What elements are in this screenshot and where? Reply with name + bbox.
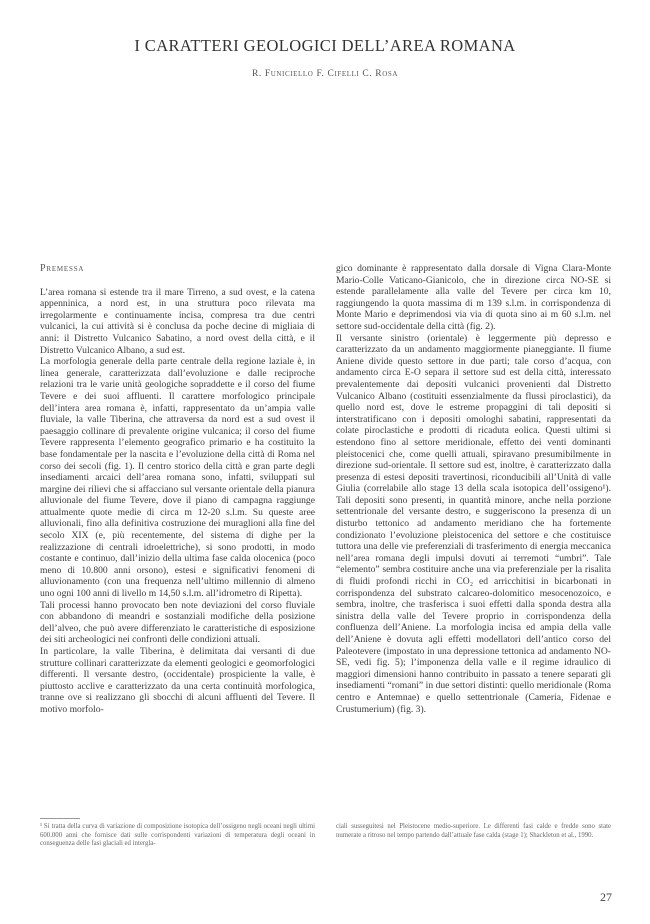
left-column bbox=[40, 263, 315, 716]
paragraph: La morfologia generale della parte centrale della regione laziale è, in linea generale, caratterizzata dall’evoluzione e dalle reciproche relazioni tra le varie unità geologiche sopraddette e il corso del fiume Tevere e dei suoi affluenti. Il carattere morfologico principale dell’intera area romana è, infatti, rappresentato da un’ampia valle fluviale, la valle Tiberina, che attraversa da nord est a sud ovest il paesaggio collinare di prevalente origine vulcanica; il corso del fiume Tevere rappresenta l’elemento geografico primario e ha costituito la base fondamentale per la nascita e l’evoluzione della città di Roma nel corso dei secoli (fig. 1). Il centro storico della città e gran parte degli insediamenti arcaici dell’area romana sono, infatti, sviluppati sul margine dei rilievi che si affacciano sul versante orientale della pianura alluvionale del fiume Tevere, dove il piano di campagna raggiunge attualmente quote medie di circa m 12-20 s.l.m. Su queste aree alluvionali, fino alla definitiva costruzione dei muraglioni alla fine del secolo XIX (e, più recentemente, del sistema di dighe per la realizzazione di centrali idroelettriche), si sono prodotti, in modo costante e continuo, dall’inizio della ultima fase calda olocenica (poco meno di 10.800 anni orsono), estesi e significativi fenomeni di alluvionamento (con una frequenza nell’ultimo millennio di almeno uno ogni 100 anni di livello m 14,50 s.l.m. all’idrometro di Ripetta). bbox=[40, 356, 315, 600]
section-heading: Premessa bbox=[40, 263, 85, 274]
paragraph: Tali processi hanno provocato ben note deviazioni del corso fluviale con abbandono di meandri e sostanziali modifiche della posizione dell’alveo, che può avere differenziato le caratteristiche di esposizione dei siti archeologici nei confronti delle condizioni attuali. bbox=[40, 599, 315, 646]
article-title: I CARATTERI GEOLOGICI DELL’AREA ROMANA bbox=[134, 36, 516, 55]
paragraph: gico dominante è rappresentato dalla dorsale di Vigna Clara-Monte Mario-Colle Vaticano-Gianicolo, che in direzione circa NO-SE si estende parallelamente alla valle del Tevere per circa km 10, raggiungendo la quota massima di m 139 s.l.m. in corrispondenza di Monte Mario e deprimendosi via via di quota sino ai m 60 s.l.m. nel settore sud-occidentale della città (fig. 2). bbox=[336, 263, 611, 332]
authors-line: R. Funiciello F. Cifelli C. Rosa bbox=[251, 69, 399, 79]
footnote-divider bbox=[40, 818, 80, 819]
footnote-right: ciali susseguitesi nel Pleistocene medio-superiore. Le differenti fasi calde e fredde sono state numerate a ritroso nel tempo partendo dall’attuale fase calda (stage 1); Shackleton et al., 1990. bbox=[336, 823, 611, 839]
page-number: 27 bbox=[600, 890, 612, 904]
paragraph: Il versante sinistro (orientale) è leggermente più depresso e caratterizzato da un andamento maggiormente pianeggiante. Il fiume Aniene divide questo settore in due parti; tale corso d’acqua, con andamento circa E-O separa il settore sud est della città, interessato prevalentemente dai depositi vulcanici provenienti dal Distretto Vulcanico Albano (costituiti essenzialmente da flussi piroclastici), da quello nord est, dove le estreme propaggini di tali depositi si interstratificano con i depositi omologhi sabatini, rappresentati da colate piroclastiche e prodotti di ricaduta eolica. Questi ultimi si estendono fino al settore meridionale, effetto dei venti dominanti pleistocenici che, come quelli attuali, spiravano presumibilmente in direzione sud-orientale. Il settore sud est, inoltre, è caratterizzato dalla presenza di estesi depositi travertinosi, riconducibili all’Unità di valle Giulia (correlabile allo stage 13 della scala isotopica dell’ossigeno¹). Tali depositi sono presenti, in quantità minore, anche nella porzione settentrionale del versante destro, e suggeriscono la presenza di un disturbo tettonico ad andamento meridiano che ha fortemente condizionato l’evoluzione pleistocenica del settore e che costituisce tuttora una delle vie preferenziali di trasferimento di energia meccanica nell’area romana degli impulsi dovuti ai terremoti “umbri”. Tale “elemento” sembra costituire anche una via preferenziale per la risalita di fluidi profondi ricchi in CO₂ ed arricchitisi in bicarbonati in corrispondenza del substrato calcareo-dolomitico mesocenozoico, e sembra, inoltre, che trasferisca i suoi effetti dalla sponda destra alla sinistra della valle del Tevere proprio in corrispondenza della confluenza dell’Aniene. La morfologia incisa ed ampia della valle dell’Aniene è dovuta agli effetti modellatori dell’antico corso del Paleotevere (impostato in una depressione tettonica ad andamento NO-SE, vedi fig. 5); l’imponenza della valle e il regime idraulico di maggiori dimensioni hanno contribuito in passato a tenere separati gli insediamenti “romani” in due settori distinti: quello meridionale (Roma centro e Antemnae) e quello settentrionale (Cameria, Fidenae e Crustumerium) (fig. 3). bbox=[336, 332, 611, 715]
footnote-left: ¹ Si tratta della curva di variazione di composizione isotopica dell’ossigeno negli oceani negli ultimi 600.000 anni che fornisce dati sulle corrispondenti variazioni di temperatura degli oceani in conseguenza delle fasi glaciali ed intergla- bbox=[40, 823, 315, 848]
right-column bbox=[336, 263, 611, 715]
paragraph: In particolare, la valle Tiberina, è delimitata dai versanti di due strutture collinari caratterizzate da elementi geologici e geomorfologici differenti. Il versante destro, (occidentale) prospiciente la valle, è piuttosto acclive e caratterizzato da una certa continuità morfologica, tranne ove si realizzano gli sbocchi di alcuni affluenti del Tevere. Il motivo morfolo- bbox=[40, 646, 315, 715]
paragraph: L’area romana si estende tra il mare Tirreno, a sud ovest, e la catena appenninica, a nord est, in una struttura poco rilevata ma irregolarmente e continuamente incisa, compresa tra due centri vulcanici, la cui attività si è conclusa da poche decine di migliaia di anni: il Distretto Vulcanico Sabatino, a nord ovest della città, e il Distretto Vulcanico Albano, a sud est. bbox=[40, 286, 315, 356]
